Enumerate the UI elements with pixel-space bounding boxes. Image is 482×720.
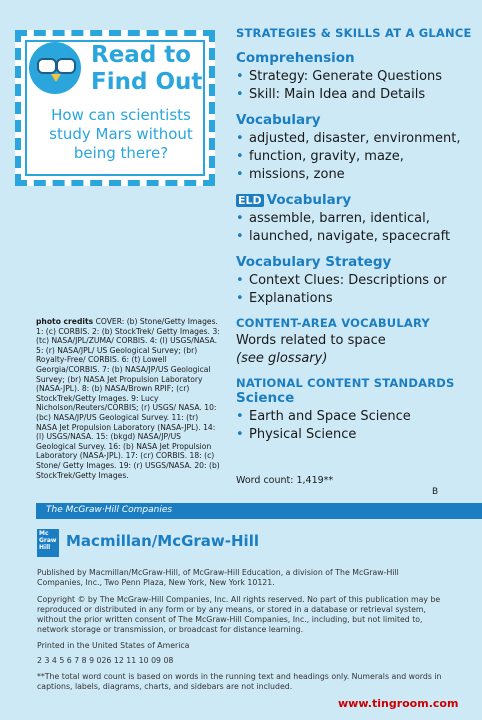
card-question: How can scientists study Mars without being there? bbox=[49, 106, 193, 162]
content-area-line1: Words related to space bbox=[236, 333, 386, 348]
glance-header: STRATEGIES & SKILLS AT A GLANCE bbox=[236, 26, 472, 40]
standards-heading: NATIONAL CONTENT STANDARDS bbox=[236, 376, 455, 390]
watermark: www.tingroom.com bbox=[338, 697, 459, 710]
eld-vocabulary-heading bbox=[236, 192, 476, 208]
card-title-line1: Read to bbox=[91, 42, 192, 68]
publisher-name: Macmillan/McGraw-Hill bbox=[66, 532, 259, 550]
glance-column bbox=[236, 26, 476, 444]
eld-badge: ELD bbox=[238, 194, 262, 207]
vocabulary-heading: Vocabulary bbox=[236, 112, 321, 128]
standards-subheading: Science bbox=[236, 390, 295, 406]
printed-in-text: Printed in the United States of America bbox=[37, 641, 190, 650]
print-numbers: 2 3 4 5 6 7 8 9 026 12 11 10 09 08 bbox=[37, 656, 174, 665]
photo-credits-text: COVER: (b) Stone/Getty Images. 1: (c) CORBIS. 2: (b) StockTrek/ Getty Images. 3: (tc) NASA/JPL/ZUMA/ CORBIS. 4: (l) USGS/NASA. 5: (r) NASA/JPL/ US Geological Survey; (br) Royalty-Free/ CORBIS. 6: (t) Lowell Georgia/CORBIS. 7: (b) NASA/JP/US Geological Survey; (br) NASA Jet Propulsion Laboratory (NASA-JPL). 8: (b) NASA/Brown RPIF; (cr) StockTrek/Getty Images. 9: Lucy Nicholson/Reuters/CORBIS; (r) USGS/ NASA. 10: (bc) NASA/JP/US Geological Survey. 11: (tr) NASA Jet Propulsion Laboratory (NASA-JPL). 14: (l) USGS/NASA. 15: (bkgd) NASA/JP/US Geological Survey. 16: (b) NASA Jet Propulsion Laboratory (NASA-JPL). 17: (cr) CORBIS. 18: (c) Stone/ Getty Images. 19: (r) USGS/NASA. 20: (b) StockTrek/Getty Images. bbox=[36, 317, 220, 480]
card-title bbox=[91, 42, 202, 96]
comprehension-heading: Comprehension bbox=[236, 50, 355, 66]
vocab-strategy-heading: Vocabulary Strategy bbox=[236, 254, 392, 270]
owl-beak bbox=[51, 74, 61, 82]
owl-eye-left bbox=[37, 58, 57, 74]
copyright-text: Copyright © by The McGraw-Hill Companies, Inc. All rights reserved. No part of this publication may be reproduced or distributed in any form or by any means, or stored in a database or retrieval system, without the prior written consent of The McGraw-Hill Companies, Inc., including, but not limited to, network storage or transmission, or broadcast for distance learning. bbox=[37, 595, 441, 634]
page-mark: B bbox=[432, 487, 439, 497]
published-by-text: Published by Macmillan/McGraw-Hill, of McGraw-Hill Education, a division of The McGraw-Hill Companies, Inc., Two Penn Plaza, New York, New York 10121. bbox=[37, 568, 399, 587]
content-area-line2: (see glossary) bbox=[236, 351, 328, 366]
brand-bar bbox=[36, 503, 482, 519]
eld-vocabulary-label: Vocabulary bbox=[266, 192, 352, 208]
photo-credits-label: photo credits bbox=[36, 317, 94, 326]
mcgraw-hill-logo-icon: Mc Graw Hill bbox=[37, 529, 59, 557]
brand-bar-text: The McGraw·Hill Companies bbox=[46, 505, 173, 515]
word-count-footnote: **The total word count is based on words in the running text and headings only. Numerals and words in captions, labels, diagrams, charts, and sidebars are not included. bbox=[37, 672, 442, 691]
vocab-item-cont: • missions, zone bbox=[236, 166, 476, 184]
photo-credits bbox=[36, 317, 221, 480]
comp-item: • Strategy: Generate Questions bbox=[236, 68, 476, 86]
read-to-find-out-card bbox=[15, 30, 215, 186]
eld-item-cont: • launched, navigate, spacecraft bbox=[236, 228, 476, 246]
word-count: Word count: 1,419** bbox=[236, 475, 334, 486]
comp-item: • Skill: Main Idea and Details bbox=[236, 86, 476, 104]
content-area-heading: CONTENT-AREA VOCABULARY bbox=[236, 316, 430, 330]
vocab-item-cont: • function, gravity, maze, bbox=[236, 148, 476, 166]
standards-item: • Earth and Space Science bbox=[236, 408, 476, 426]
vocab-item: • adjusted, disaster, environment, bbox=[236, 130, 476, 148]
owl-eye-right bbox=[56, 58, 76, 74]
card-title-line2: Find Out bbox=[91, 69, 203, 95]
standards-item: • Physical Science bbox=[236, 426, 476, 444]
strategy-item-cont: • Explanations bbox=[236, 290, 476, 308]
strategy-item: • Context Clues: Descriptions or bbox=[236, 272, 476, 290]
owl-icon bbox=[29, 42, 81, 94]
eld-item: • assemble, barren, identical, bbox=[236, 210, 476, 228]
